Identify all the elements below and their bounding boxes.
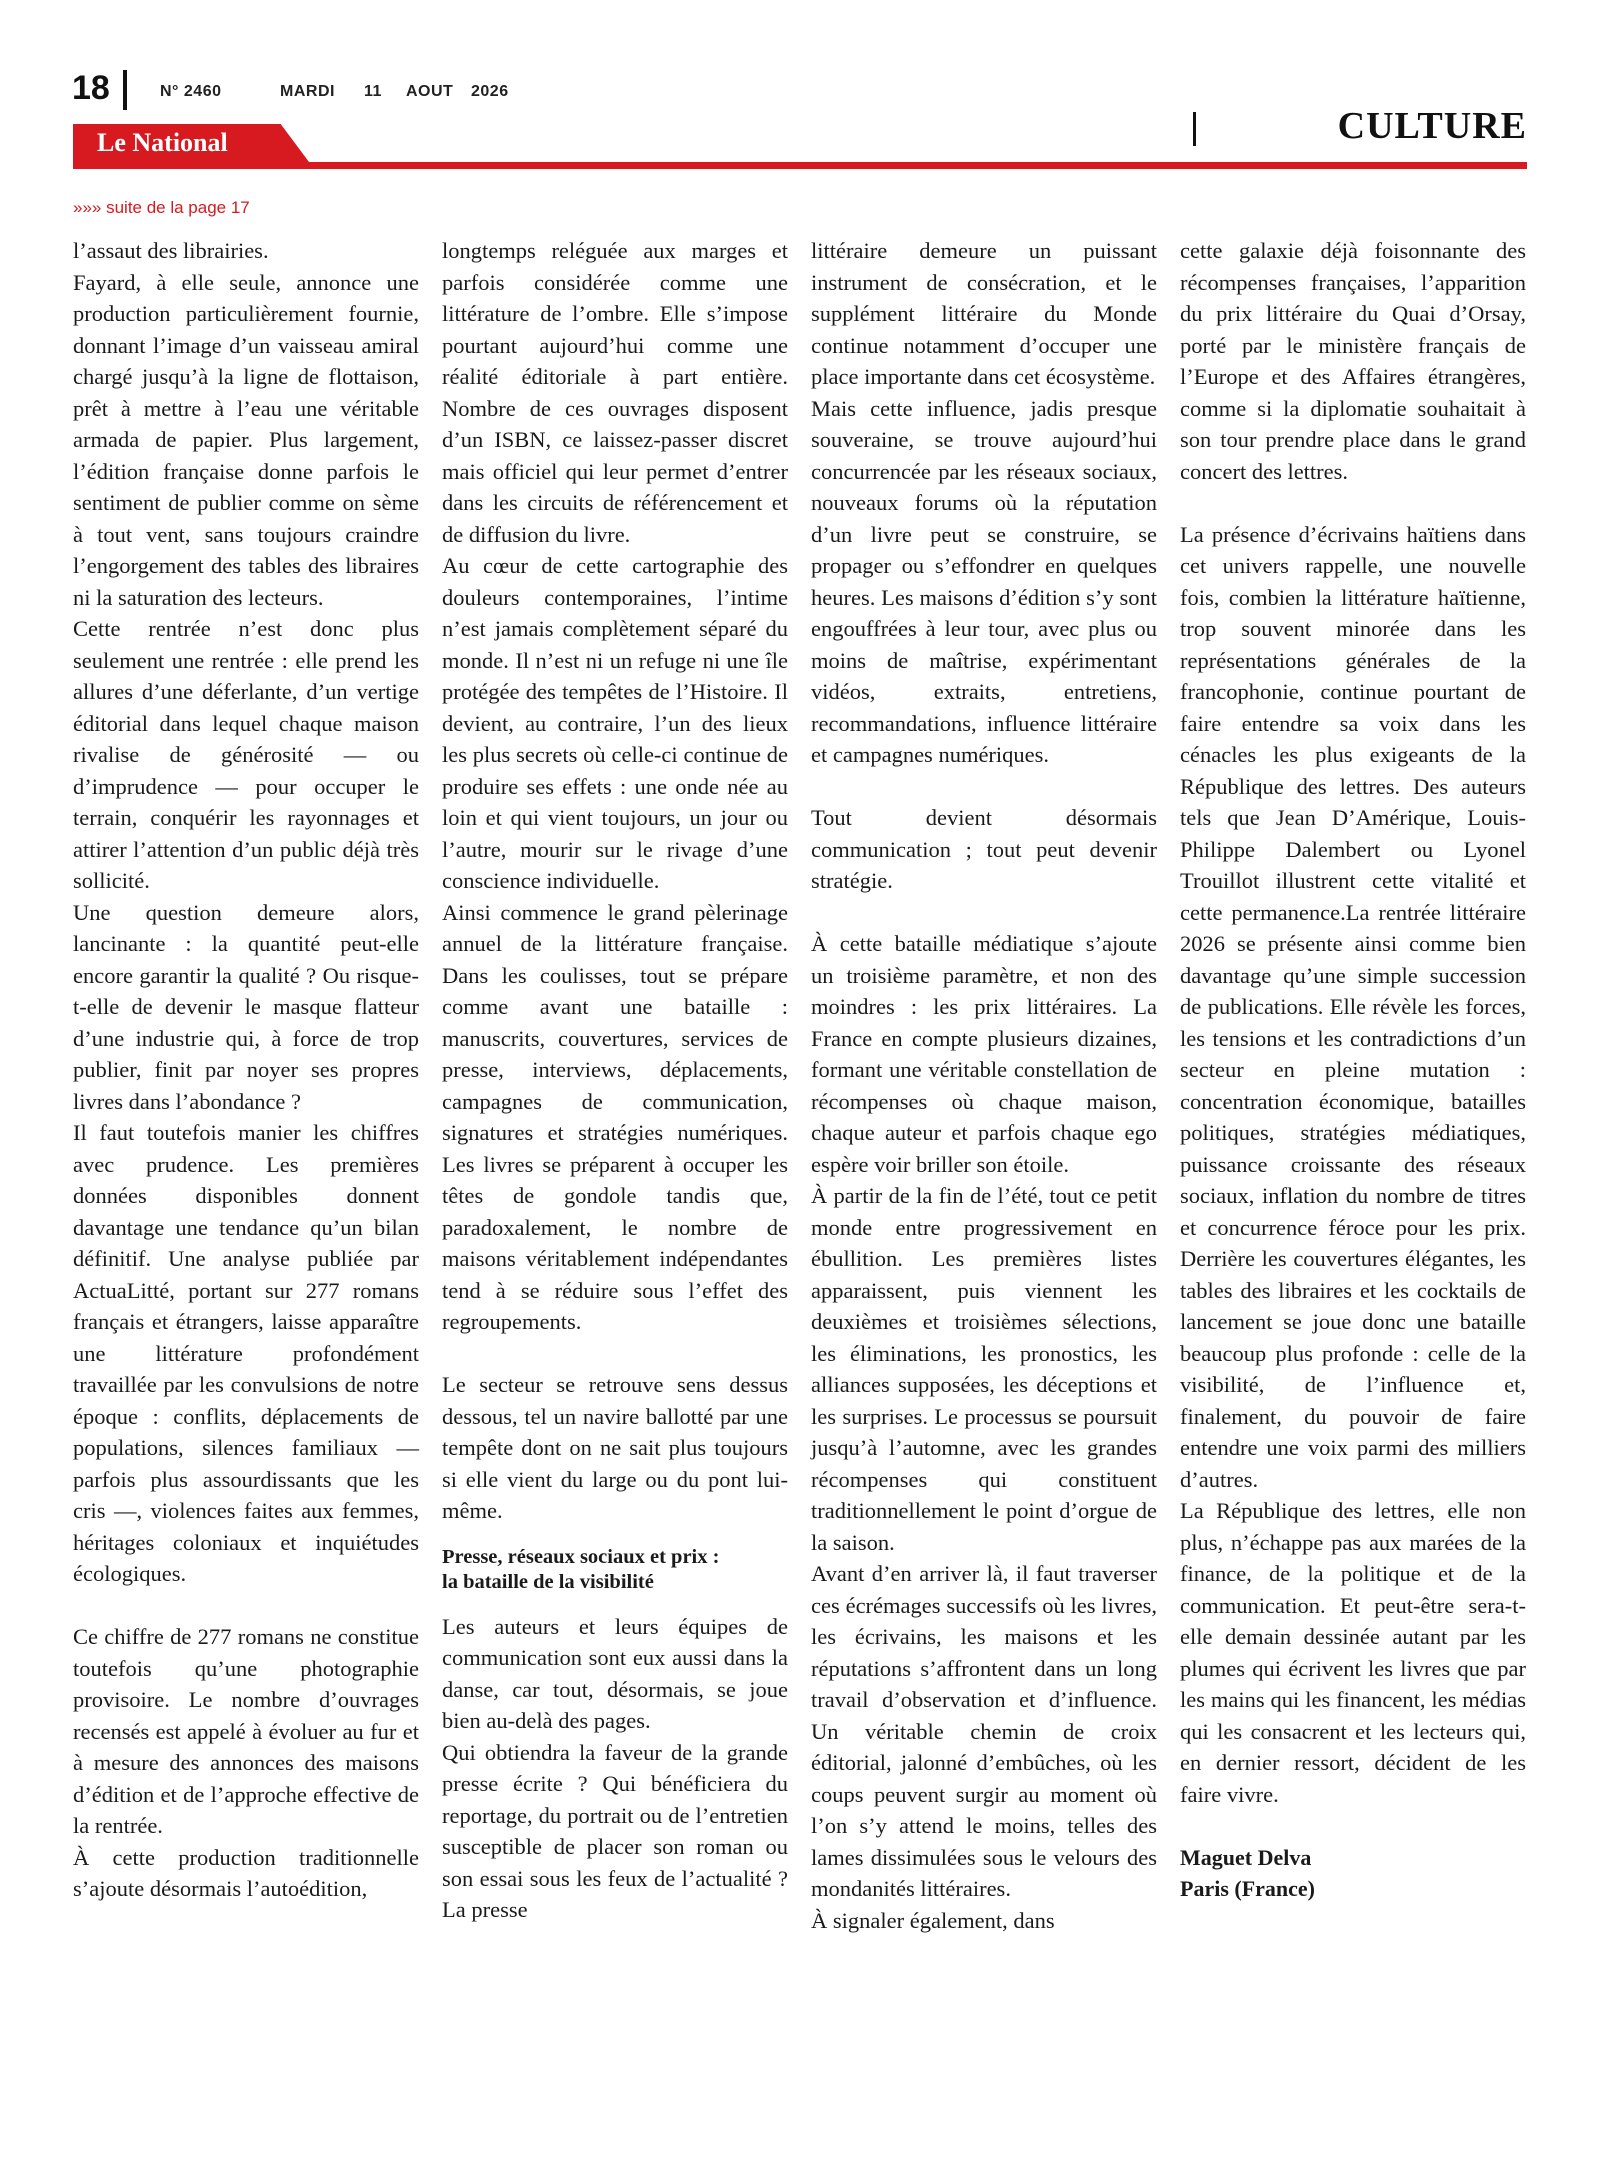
paragraph: cette galaxie déjà foisonnante des récompenses françaises, l’apparition du prix littéraire du Quai d’Orsay, porté par le ministère français de l’Europe et des Affaires étrangères, comme si la diplomatie souhaitait à son tour prendre place dans le grand concert des lettres. [1180,238,1526,484]
masthead-logo: Le National [97,128,228,157]
section-divider [1193,112,1196,146]
paragraph: littéraire demeure un puissant instrument de consécration, et le supplément littéraire du Monde continue notamment d’occuper une place importante dans cet écosystème. [811,238,1157,389]
paragraph: Au cœur de cette cartographie des douleurs contemporaines, l’intime n’est jamais complètement séparé du monde. Il n’est ni un refuge ni une île protégée des tempêtes de l’Histoire. Il devient, au contraire, l’un des lieux les plus secrets où celle-ci continue de produire ses effets : une onde née au loin et qui vient toujours, un jour ou l’autre, mourir sur le rivage d’une conscience individuelle. [442,553,788,893]
issue-number: N° 2460 [160,83,222,100]
paragraph: Qui obtiendra la faveur de la grande presse écrite ? Qui bénéficiera du reportage, du portrait ou de l’entretien susceptible de placer son roman ou son essai sous les feux de l’actualité ? La presse [442,1739,788,1922]
paragraph: Cette rentrée n’est donc plus seulement une rentrée : elle prend les allures d’une déferlante, d’un vertige éditorial dans lequel chaque maison rivalise de générosité — ou d’imprudence — pour occuper le terrain, conquérir les rayonnages et attirer l’attention d’un public déjà très sollicité. [73,616,419,893]
article-column-1 [73,235,419,1905]
paragraph: longtemps reléguée aux marges et parfois considérée comme une littérature de l’ombre. Elle s’impose pourtant aujourd’hui comme une réalité éditoriale à part entière. Nombre de ces ouvrages disposent d’un ISBN, ce laissez-passer discret mais officiel qui leur permet d’entrer dans les circuits de référencement et de diffusion du livre. [442,238,788,547]
article-column-3 [811,235,1157,1936]
paragraph: La présence d’écrivains haïtiens dans cet univers rappelle, une nouvelle fois, combien la littérature haïtienne, trop souvent minorée dans les représentations générales de la francophonie, continue pourtant de faire entendre sa voix dans les cénacles les plus exigeants de la République des lettres. Des auteurs tels que Jean D’Amérique, Louis-Philippe Dalembert ou Lyonel Trouillot illustrent cette vitalité et cette permanence.La rentrée littéraire 2026 se présente ainsi comme bien davantage qu’une simple succession de publications. Elle révèle les forces, les tensions et les contradictions d’un secteur en pleine mutation : concentration économique, batailles politiques, stratégies médiatiques, puissance croissante des réseaux sociaux, inflation du nombre de titres et concurrence féroce pour les prix. Derrière les couvertures élégantes, les tables des libraires et les cocktails de lancement se joue donc une bataille beaucoup plus profonde : celle de la visibilité, de l’influence et, finalement, du pouvoir de faire entendre une voix parmi des milliers d’autres. [1180,521,1526,1492]
header-rule [73,162,1527,169]
paragraph: Fayard, à elle seule, annonce une production particulièrement fournie, donnant l’image d’un vaisseau amiral chargé jusqu’à la ligne de flottaison, prêt à mettre à l’eau une véritable armada de papier. Plus largement, l’édition française donne parfois le sentiment de publier comme on sème à tout vent, sans toujours craindre l’engorgement des tables des libraires ni la saturation des lecteurs. [73,269,419,610]
date-year: 2026 [471,83,509,100]
article-column-2 [442,235,788,1926]
paragraph: Avant d’en arriver là, il faut traverser ces écrémages successifs où les livres, les écrivains, les maisons et les réputations s’affrontent dans un long travail d’observation et d’influence. Un véritable chemin de croix éditorial, jalonné d’embûches, où les coups peuvent surgir au moment où l’on s’y attend le moins, telles des lames dissimulées sous le velours des mondanités littéraires. [811,1561,1157,1901]
paragraph: À cette bataille médiatique s’ajoute un troisième paramètre, et non des moindres : les prix littéraires. La France en compte plusieurs dizaines, formant une véritable constellation de récompenses où chaque maison, chaque auteur et parfois chaque ego espère voir briller son étoile. [811,931,1157,1177]
date-weekday: MARDI [280,83,335,100]
continuation-note: »»» suite de la page 17 [73,198,250,217]
author-location: Paris (France) [1180,1875,1315,1901]
page-number-divider [123,70,127,110]
paragraph: Il faut toutefois manier les chiffres avec prudence. Les premières données disponibles donnent davantage une tendance qu’un bilan définitif. Une analyse publiée par ActuaLitté, portant sur 277 romans français et étrangers, laisse apparaître une littérature profondément travaillée par les convulsions de notre époque : conflits, déplacements de populations, silences familiaux — parfois plus assourdissants que les cris —, violences faites aux femmes, héritages coloniaux et inquiétudes écologiques. [73,1120,419,1586]
paragraph: Le secteur se retrouve sens dessus dessous, tel un navire ballotté par une tempête dont on ne sait plus toujours si elle vient du large ou du pont lui-même. [442,1372,788,1523]
paragraph: Ce chiffre de 277 romans ne constitue toutefois qu’une photographie provisoire. Le nombre d’ouvrages recensés est appelé à évoluer au fur et à mesure des annonces des maisons d’édition et de l’approche effective de la rentrée. [73,1624,419,1838]
subheading-line: Presse, réseaux sociaux et prix : [442,1545,720,1568]
date-month: AOUT [406,83,454,100]
subheading-line: la bataille de la visibilité [442,1570,654,1593]
paragraph: À cette production traditionnelle s’ajoute désormais l’autoédition, [73,1844,419,1901]
paragraph: À partir de la fin de l’été, tout ce petit monde entre progressivement en ébullition. Les premières listes apparaissent, puis viennent les deuxièmes et troisièmes sélections, les éliminations, les pronostics, les alliances supposées, les déceptions et les surprises. Le processus se poursuit jusqu’à l’automne, avec les grandes récompenses qui constituent traditionnellement le point d’orgue de la saison. [811,1183,1157,1555]
paragraph: À signaler également, dans [811,1907,1055,1933]
paragraph: l’assaut des librairies. [73,238,269,263]
paragraph: Une question demeure alors, lancinante : la quantité peut-elle encore garantir la qualité ? Ou risque-t-elle de devenir le masque flatteur d’une industrie qui, à force de trop publier, finit par noyer ses propres livres dans l’abondance ? [73,899,419,1114]
page-number: 18 [72,69,110,107]
article-column-4 [1180,235,1526,1904]
section-subheading [442,1545,788,1595]
author-name: Maguet Delva [1180,1844,1312,1870]
section-title: CULTURE [1337,105,1527,147]
author-signature [1180,1842,1526,1904]
date-day: 11 [364,83,382,100]
paragraph: Ainsi commence le grand pèlerinage annuel de la littérature française. Dans les coulisses, tout se prépare comme avant une bataille : manuscrits, couvertures, services de presse, interviews, déplacements, campagnes de communication, signatures et stratégies numériques. Les livres se préparent à occuper les têtes de gondole tandis que, paradoxalement, le nombre de maisons véritablement indépendantes tend à se réduire sous l’effet des regroupements. [442,899,788,1334]
paragraph: Mais cette influence, jadis presque souveraine, se trouve aujourd’hui concurrencée par les réseaux sociaux, nouveaux forums où la réputation d’un livre peut se construire, se propager ou s’effondrer en quelques heures. Les maisons d’édition s’y sont engouffrées à leur tour, avec plus ou moins de maîtrise, expérimentant vidéos, extraits, entretiens, recommandations, influence littéraire et campagnes numériques. [811,395,1157,767]
paragraph: Tout devient désormais communication ; tout peut devenir stratégie. [811,805,1157,893]
paragraph: Les auteurs et leurs équipes de communication sont eux aussi dans la danse, car tout, désormais, se joue bien au-delà des pages. [442,1613,788,1733]
paragraph: La République des lettres, elle non plus, n’échappe pas aux marées de la finance, de la politique et de la communication. Et peut-être sera-t-elle demain dessinée autant par les plumes qui écrivent les livres que par les mains qui les financent, les médias qui les consacrent et les lecteurs qui, en dernier ressort, décident de les faire vivre. [1180,1498,1526,1807]
